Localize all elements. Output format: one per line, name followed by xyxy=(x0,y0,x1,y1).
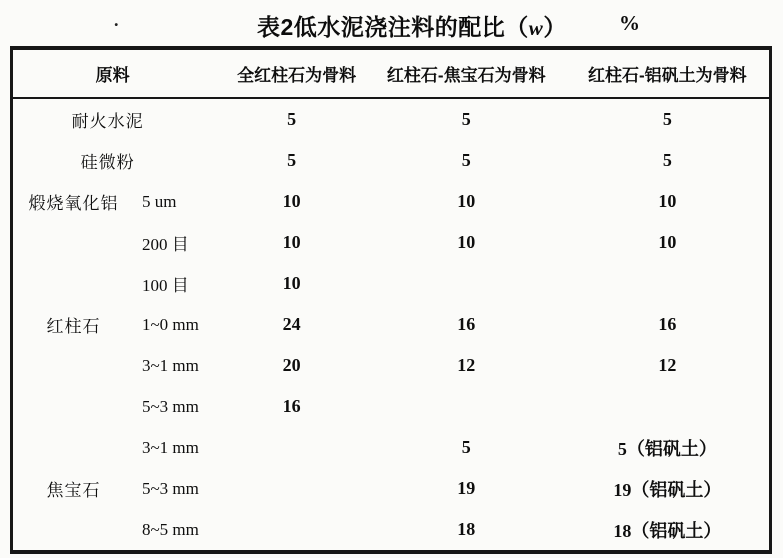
cell-value-b: 5 xyxy=(461,109,471,129)
cell-value-b: 16 xyxy=(457,314,476,334)
cell-value-b: 18 xyxy=(457,519,476,539)
cell-value-a xyxy=(226,427,367,468)
cell-value-c: 12 xyxy=(658,355,677,375)
table-row xyxy=(12,386,771,427)
cell-value-a: 10 xyxy=(282,191,301,211)
table-row xyxy=(12,509,771,552)
table-row xyxy=(12,222,771,263)
cell-value-c: 5 xyxy=(662,109,672,129)
table-row xyxy=(12,345,771,386)
cell-material xyxy=(12,345,134,386)
cell-value-a: 20 xyxy=(282,355,301,375)
cell-material xyxy=(12,263,134,304)
cell-size: 100 目 xyxy=(141,276,189,295)
cell-material xyxy=(12,509,134,552)
cell-value-c: 16 xyxy=(658,314,677,334)
cell-material: 煅烧氧化铝 xyxy=(28,194,119,213)
table-caption-close-paren: ） xyxy=(543,14,567,40)
header-material: 原料 xyxy=(12,48,227,98)
cell-value-b: 5 xyxy=(461,150,471,170)
cell-material: 焦宝石 xyxy=(46,481,101,500)
cell-value-a: 24 xyxy=(282,314,301,334)
table-row xyxy=(12,427,771,468)
header-col-andalusite-flint-clay: 红柱石-焦宝石为骨料 xyxy=(367,48,566,98)
table-row xyxy=(12,263,771,304)
cell-value-b: 10 xyxy=(457,232,476,252)
cell-value-c: 10 xyxy=(658,232,677,252)
cell-value-c: 5 xyxy=(662,150,672,170)
cell-value-a: 5 xyxy=(287,109,297,129)
cell-size: 200 目 xyxy=(141,235,189,254)
cell-material xyxy=(12,222,134,263)
cell-size: 3~1 mm xyxy=(141,437,199,457)
cell-value-b xyxy=(367,386,566,427)
cell-size: 1~0 mm xyxy=(141,314,199,334)
cell-value-a xyxy=(226,468,367,509)
cell-size: 8~5 mm xyxy=(141,519,199,539)
table-row xyxy=(12,98,771,140)
cell-value-b: 12 xyxy=(457,355,476,375)
cell-size: 3~1 mm xyxy=(141,355,199,375)
cell-size: 5~3 mm xyxy=(141,478,199,498)
cell-value-a: 16 xyxy=(282,396,301,416)
cell-value-a: 5 xyxy=(287,150,297,170)
cell-value-c: 5（铝矾土） xyxy=(617,438,717,459)
table-caption-text: 表2低水泥浇注料的配比（ xyxy=(257,14,529,40)
cell-value-a: 10 xyxy=(282,273,301,293)
cell-value-c: 18（铝矾土） xyxy=(613,520,722,541)
cell-material xyxy=(12,386,134,427)
cell-size: 5 um xyxy=(141,191,177,211)
cell-value-a: 10 xyxy=(282,232,301,252)
table-body xyxy=(12,98,771,552)
cell-value-b: 5 xyxy=(461,437,471,457)
cell-material: 耐火水泥 xyxy=(71,112,144,131)
cell-material: 红柱石 xyxy=(46,317,101,336)
cell-value-a xyxy=(226,509,367,552)
cell-size: 5~3 mm xyxy=(141,396,199,416)
stray-dot-mark: . xyxy=(114,10,119,30)
table-header xyxy=(12,48,771,98)
table-row xyxy=(12,140,771,181)
cell-value-c xyxy=(566,386,771,427)
header-row xyxy=(12,48,771,98)
table-row xyxy=(12,181,771,222)
cell-material: 硅微粉 xyxy=(80,153,135,172)
cell-material xyxy=(12,427,134,468)
cell-value-c xyxy=(566,263,771,304)
cell-value-b: 10 xyxy=(457,191,476,211)
cell-value-b xyxy=(367,263,566,304)
header-col-andalusite: 全红柱石为骨料 xyxy=(226,48,367,98)
table-row xyxy=(12,304,771,345)
header-col-andalusite-bauxite: 红柱石-铝矾土为骨料 xyxy=(566,48,771,98)
mix-ratio-table xyxy=(10,46,772,554)
cell-value-c: 10 xyxy=(658,191,677,211)
cell-value-b: 19 xyxy=(457,478,476,498)
cell-value-c: 19（铝矾土） xyxy=(613,479,722,500)
table-caption xyxy=(257,9,567,42)
percent-unit-label: % xyxy=(619,11,640,35)
table-row xyxy=(12,468,771,509)
table-caption-variable: w xyxy=(528,16,544,40)
